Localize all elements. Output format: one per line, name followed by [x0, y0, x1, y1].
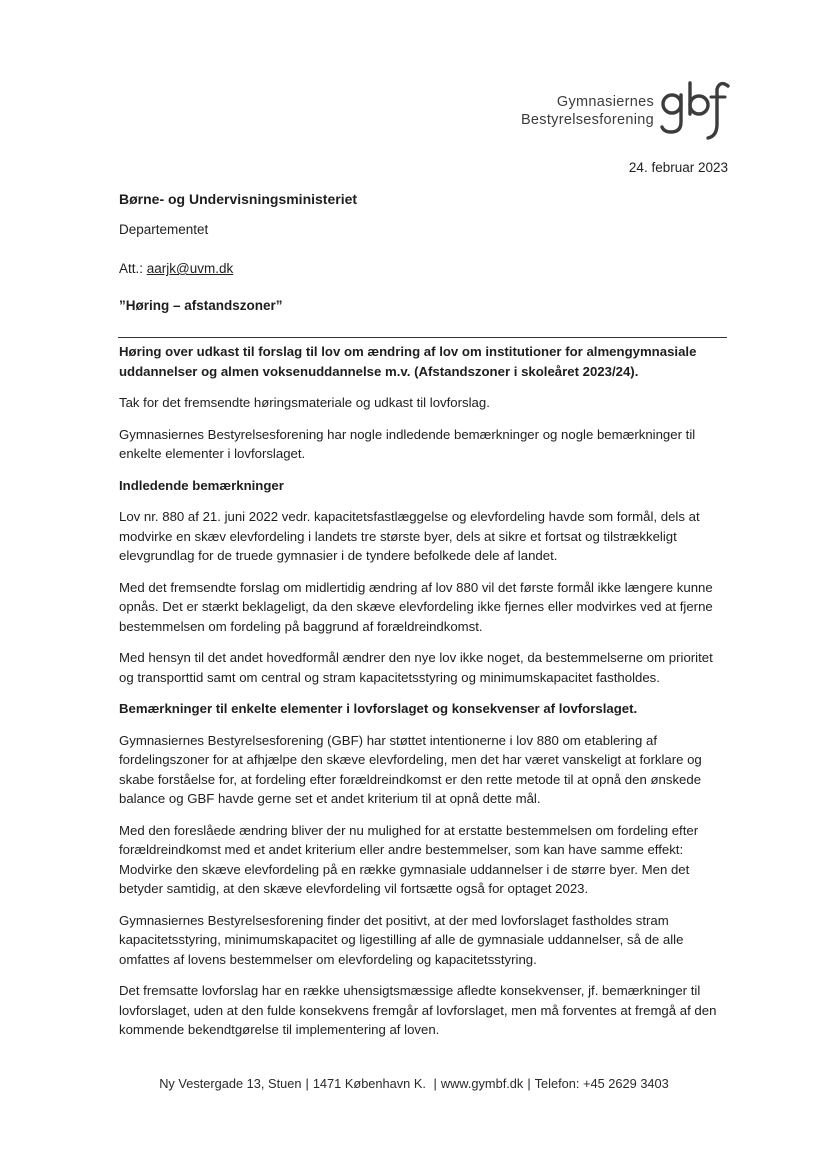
section-heading-introductory: Indledende bemærkninger — [119, 477, 284, 493]
letter-body — [119, 342, 731, 1052]
attention-label: Att.: — [119, 261, 144, 276]
logo-line-1: Gymnasiernes — [556, 94, 654, 110]
paragraph-consequences: Det fremsatte lovforslag har en række uhensigtsmæssige afledte konsekvenser, jf. bemærkninger til lovforslaget, uden at den fulde konsekvens fremgår af lovforslaget, men må forventes at fremgå af den kommende bekendtgørelse til implementering af loven. — [119, 983, 717, 1037]
logo-text — [521, 93, 654, 129]
footer-phone: Telefon: +45 2629 3403 — [534, 1076, 669, 1091]
paragraph-first-purpose: Med det fremsendte forslag om midlertidig ændring af lov 880 vil det første formål ikke længere kunne opnås. Det er stærkt beklageligt, da den skæve elevfordeling ikke fjernes eller modvirkes ved at fjerne bestemmelsen om fordeling på baggrund af forældreindkomst. — [119, 579, 713, 634]
recipient-attention — [119, 261, 233, 276]
letter-subject: ”Høring – afstandszoner” — [119, 298, 283, 313]
letter-date: 24. februar 2023 — [628, 160, 728, 175]
section-heading-elements: Bemærkninger til enkelte elementer i lovforslaget og konsekvenser af lovforslaget. — [119, 701, 638, 716]
divider — [118, 337, 727, 338]
recipient-ministry: Børne- og Undervisningsministeriet — [119, 191, 358, 207]
footer-address: Ny Vestergade 13, Stuen — [159, 1076, 302, 1091]
logo-line-2: Bestyrelsesforening — [520, 112, 654, 128]
footer-website-link[interactable]: www.gymbf.dk — [440, 1076, 524, 1091]
gbf-logo-mark — [658, 80, 736, 142]
paragraph-proposed-change: Med den foreslåede ændring bliver der nu mulighed for at erstatte bestemmelsen om fordeling efter forældreindkomst med et andet kriterium eller andre bestemmelser, som kan have samme effekt: Modvirke den skæve elevfordeling på en række gymnasiale uddannelser i de større byer. Men det betyder samtidig, at den skæve elevfordeling vil fortsætte også for optaget 2023. — [119, 822, 699, 896]
footer-postal: 1471 København K. — [312, 1076, 426, 1091]
paragraph-law-880: Lov nr. 880 af 21. juni 2022 vedr. kapacitetsfastlæggelse og elevfordeling havde som formål, dels at modvirke en skæv elevfordeling i landets tre største byer, dels at sikre et fortsat og tilstrækkeligt elevgrundlag for de truede gymnasier i de tyndere befolkede dele af landet. — [119, 509, 700, 563]
paragraph-second-purpose: Med hensyn til det andet hovedformål ændrer den nye lov ikke noget, da bestemmelserne om prioritet og transporttid samt om central og stram kapacitetsstyring og minimumskapacitet fastholdes. — [119, 650, 713, 685]
paragraph-intro: Gymnasiernes Bestyrelsesforening har nogle indledende bemærkninger og nogle bemærkninger til enkelte elementer i lovforslaget. — [119, 426, 696, 461]
organization-logo — [521, 80, 736, 142]
paragraph-thanks: Tak for det fremsendte høringsmateriale og udkast til lovforslag. — [119, 395, 490, 410]
letter-footer: Ny Vestergade 13, Stuen | 1471 København K. | www.gymbf.dk | Telefon: +45 2629 3403 — [159, 1076, 669, 1091]
attention-email-link[interactable]: aarjk@uvm.dk — [146, 261, 234, 276]
hearing-title: Høring over udkast til forslag til lov om ændring af lov om institutioner for almengymnasiale uddannelser og almen voksenuddannelse m.v. (Afstandszoner i skoleåret 2023/24). — [119, 344, 697, 379]
paragraph-positive: Gymnasiernes Bestyrelsesforening finder det positivt, at der med lovforslaget fastholdes stram kapacitetsstyring, minimumskapacitet og ligestilling af alle de gymnasiale uddannelser, så de alle omfattes af lovens bestemmelser om elevfordeling og kapacitetsstyring. — [119, 912, 684, 967]
paragraph-gbf-support: Gymnasiernes Bestyrelsesforening (GBF) har støttet intentionerne i lov 880 om etablering af fordelingszoner for at afhjælpe den skæve elevfordeling, men det har været vanskeligt at forklare og skabe forståelse for, at fordeling efter forældreindkomst er den rette metode til at opnå den ønskede balance og GBF havde gerne set et andet kriterium til at opnå dette mål. — [119, 732, 702, 806]
recipient-department: Departementet — [119, 222, 209, 237]
